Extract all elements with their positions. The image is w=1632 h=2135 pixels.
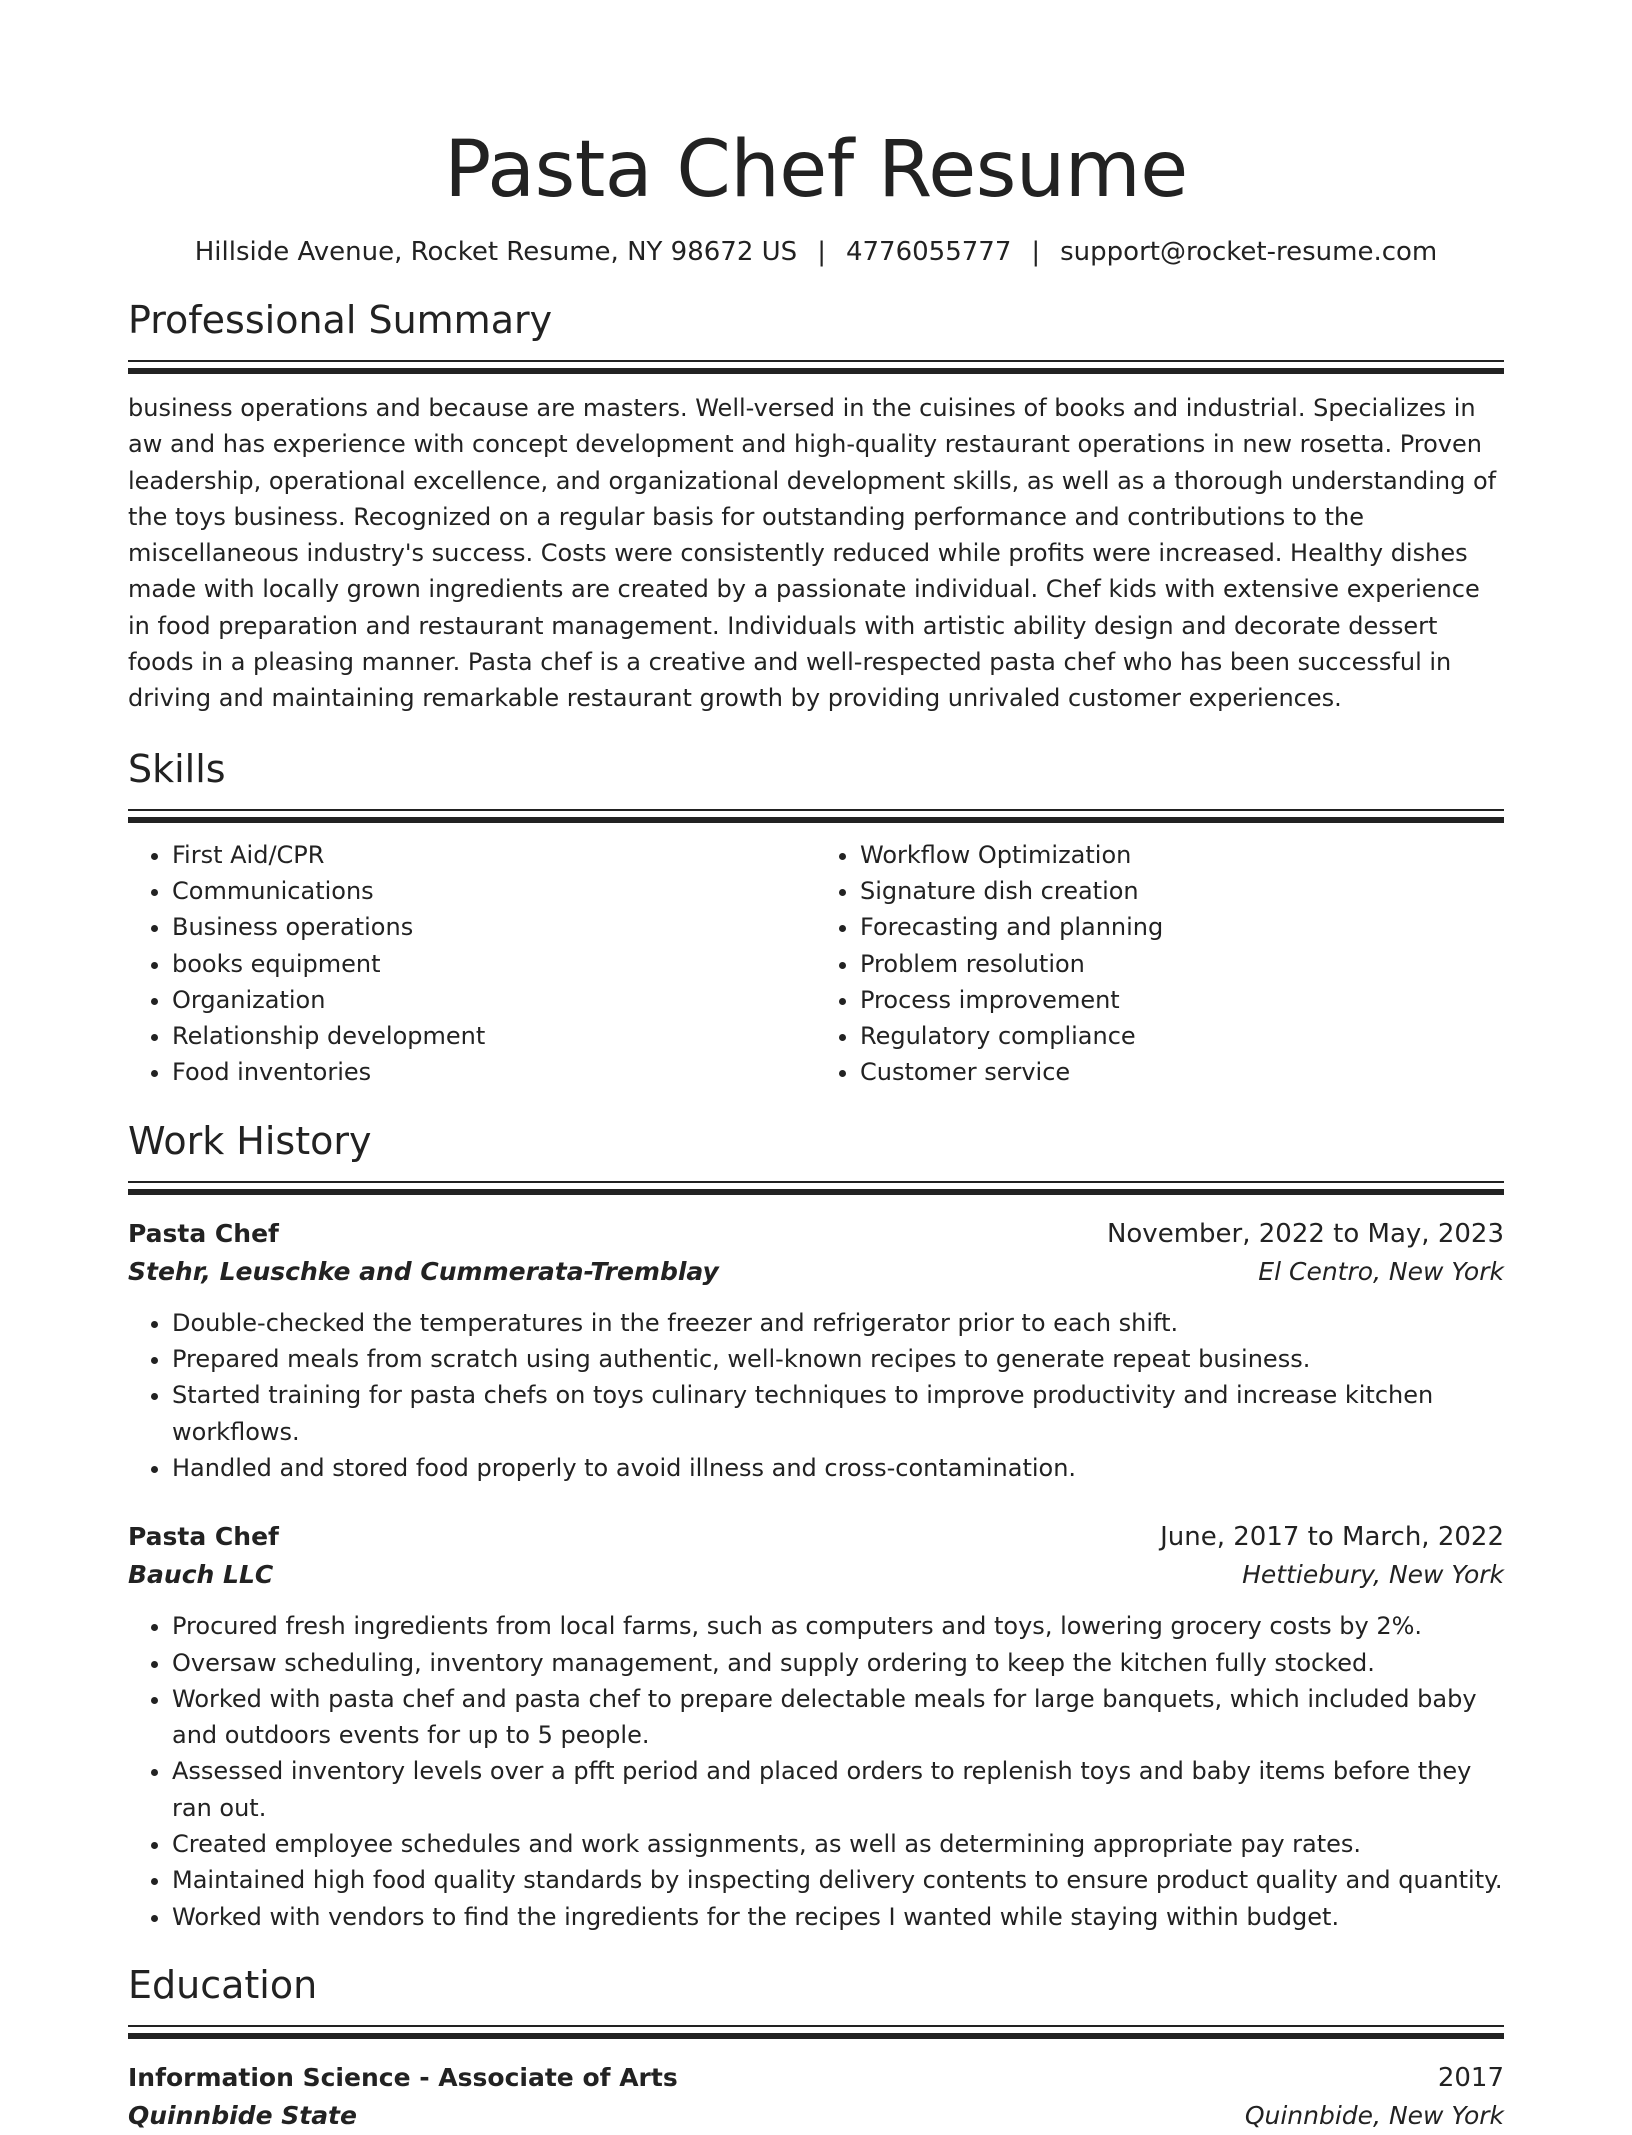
job-company: Stehr, Leuschke and Cummerata-Tremblay: [128, 1256, 719, 1286]
section-divider: [128, 809, 1504, 825]
education-location: Quinnbide, New York: [1244, 2100, 1504, 2130]
job-company-row: [128, 1253, 1504, 1291]
skill-item: • Business operations: [172, 909, 816, 945]
summary-section: [128, 296, 1504, 717]
skill-item: • Forecasting and planning: [860, 909, 1504, 945]
job-header-row: [128, 1215, 1504, 1253]
skills-columns: [128, 837, 1504, 1091]
education-degree: Information Science - Associate of Arts: [128, 2062, 678, 2092]
summary-text: business operations and because are masters. Well-versed in the cuisines of books and industrial. Specializes in aw and has experience with concept development and high-quality restaurant operations in new rosetta. Proven leadership, operational excellence, and organizational development skills, as well as a thorough understanding of the toys business. Recognized on a regular basis for outstanding performance and contributions to the miscellaneous industry's success. Costs were consistently reduced while profits were increased. Healthy dishes made with locally grown ingredients are created by a passionate individual. Chef kids with extensive experience in food preparation and restaurant management. Individuals with artistic ability design and decorate dessert foods in a pleasing manner. Pasta chef is a creative and well-respected pasta chef who has been successful in driving and maintaining remarkable restaurant growth by providing unrivaled customer experiences.: [128, 394, 1497, 713]
job-bullet: • Handled and stored food properly to avoid illness and cross-contamination.: [172, 1450, 1504, 1486]
skill-item: • Relationship development: [172, 1018, 816, 1054]
education-school-row: [128, 2097, 1504, 2135]
job-bullet: • Maintained high food quality standards by inspecting delivery contents to ensure product quality and quantity.: [172, 1862, 1504, 1898]
skill-item: • Problem resolution: [860, 946, 1504, 982]
job-title: Pasta Chef: [128, 1218, 279, 1248]
job-bullet: • Started training for pasta chefs on toys culinary techniques to improve productivity and increase kitchen workflows.: [172, 1377, 1504, 1450]
skills-left-list: [128, 837, 816, 1091]
section-divider: [128, 2025, 1504, 2041]
work-history-heading: Work History: [128, 1118, 372, 1163]
job-dates: June, 2017 to March, 2022: [1160, 1522, 1504, 1553]
job-location: El Centro, New York: [1258, 1256, 1504, 1286]
job-title: Pasta Chef: [128, 1522, 279, 1552]
skills-section: [128, 745, 1504, 1091]
job-bullets: [128, 1305, 1504, 1486]
contact-line: [128, 234, 1504, 270]
skill-item: • Workflow Optimization: [860, 837, 1504, 873]
job-bullet: • Prepared meals from scratch using authentic, well-known recipes to generate repeat business.: [172, 1341, 1504, 1377]
education-section: [128, 1961, 1504, 2135]
job-header-row: [128, 1518, 1504, 1556]
skill-item: • Organization: [172, 982, 816, 1018]
job-location: Hettiebury, New York: [1242, 1560, 1504, 1590]
section-divider: [128, 1181, 1504, 1197]
job-company-row: [128, 1556, 1504, 1594]
education-entry: [128, 2059, 1504, 2135]
education-school: Quinnbide State: [128, 2100, 357, 2130]
skill-item: • books equipment: [172, 946, 816, 982]
job-company: Bauch LLC: [128, 1560, 274, 1590]
resume-title: Pasta Chef Resume: [444, 125, 1188, 215]
contact-separator: |: [1031, 237, 1041, 267]
education-header-row: [128, 2059, 1504, 2097]
skill-item: • Process improvement: [860, 982, 1504, 1018]
contact-address: Hillside Avenue, Rocket Resume, NY 98672 US: [194, 237, 798, 267]
skill-item: • Communications: [172, 873, 816, 909]
job-entry: [128, 1215, 1504, 1486]
skill-item: • Regulatory compliance: [860, 1018, 1504, 1054]
skills-right-list: [816, 837, 1504, 1091]
work-history-section: [128, 1117, 1504, 1935]
skill-item: • First Aid/CPR: [172, 837, 816, 873]
job-entry: [128, 1518, 1504, 1935]
job-bullet: • Worked with vendors to find the ingredients for the recipes I wanted while staying within budget.: [172, 1899, 1504, 1935]
job-bullets: [128, 1608, 1504, 1935]
skill-item: • Customer service: [860, 1054, 1504, 1090]
job-bullet: • Created employee schedules and work assignments, as well as determining appropriate pay rates.: [172, 1826, 1504, 1862]
summary-heading: Professional Summary: [128, 298, 553, 342]
skills-heading: Skills: [128, 746, 226, 791]
education-year: 2017: [1437, 2062, 1504, 2093]
skill-item: • Food inventories: [172, 1054, 816, 1090]
contact-separator: |: [817, 237, 826, 267]
job-bullet: • Assessed inventory levels over a pfft period and placed orders to replenish toys and baby items before they ran out.: [172, 1753, 1504, 1826]
contact-email[interactable]: support@rocket-resume.com: [1060, 237, 1438, 267]
job-bullet: • Procured fresh ingredients from local farms, such as computers and toys, lowering grocery costs by 2%.: [172, 1608, 1504, 1644]
job-dates: November, 2022 to May, 2023: [1106, 1218, 1504, 1249]
job-bullet: • Oversaw scheduling, inventory management, and supply ordering to keep the kitchen fully stocked.: [172, 1645, 1504, 1681]
job-bullet: • Worked with pasta chef and pasta chef to prepare delectable meals for large banquets, which included baby and outdoors events for up to 5 people.: [172, 1681, 1504, 1754]
skill-item: • Signature dish creation: [860, 873, 1504, 909]
contact-phone: 4776055777: [845, 237, 1012, 267]
education-heading: Education: [128, 1962, 318, 2007]
section-divider: [128, 360, 1504, 376]
resume-content: [128, 0, 1504, 2135]
job-bullet: • Double-checked the temperatures in the freezer and refrigerator prior to each shift.: [172, 1305, 1504, 1341]
